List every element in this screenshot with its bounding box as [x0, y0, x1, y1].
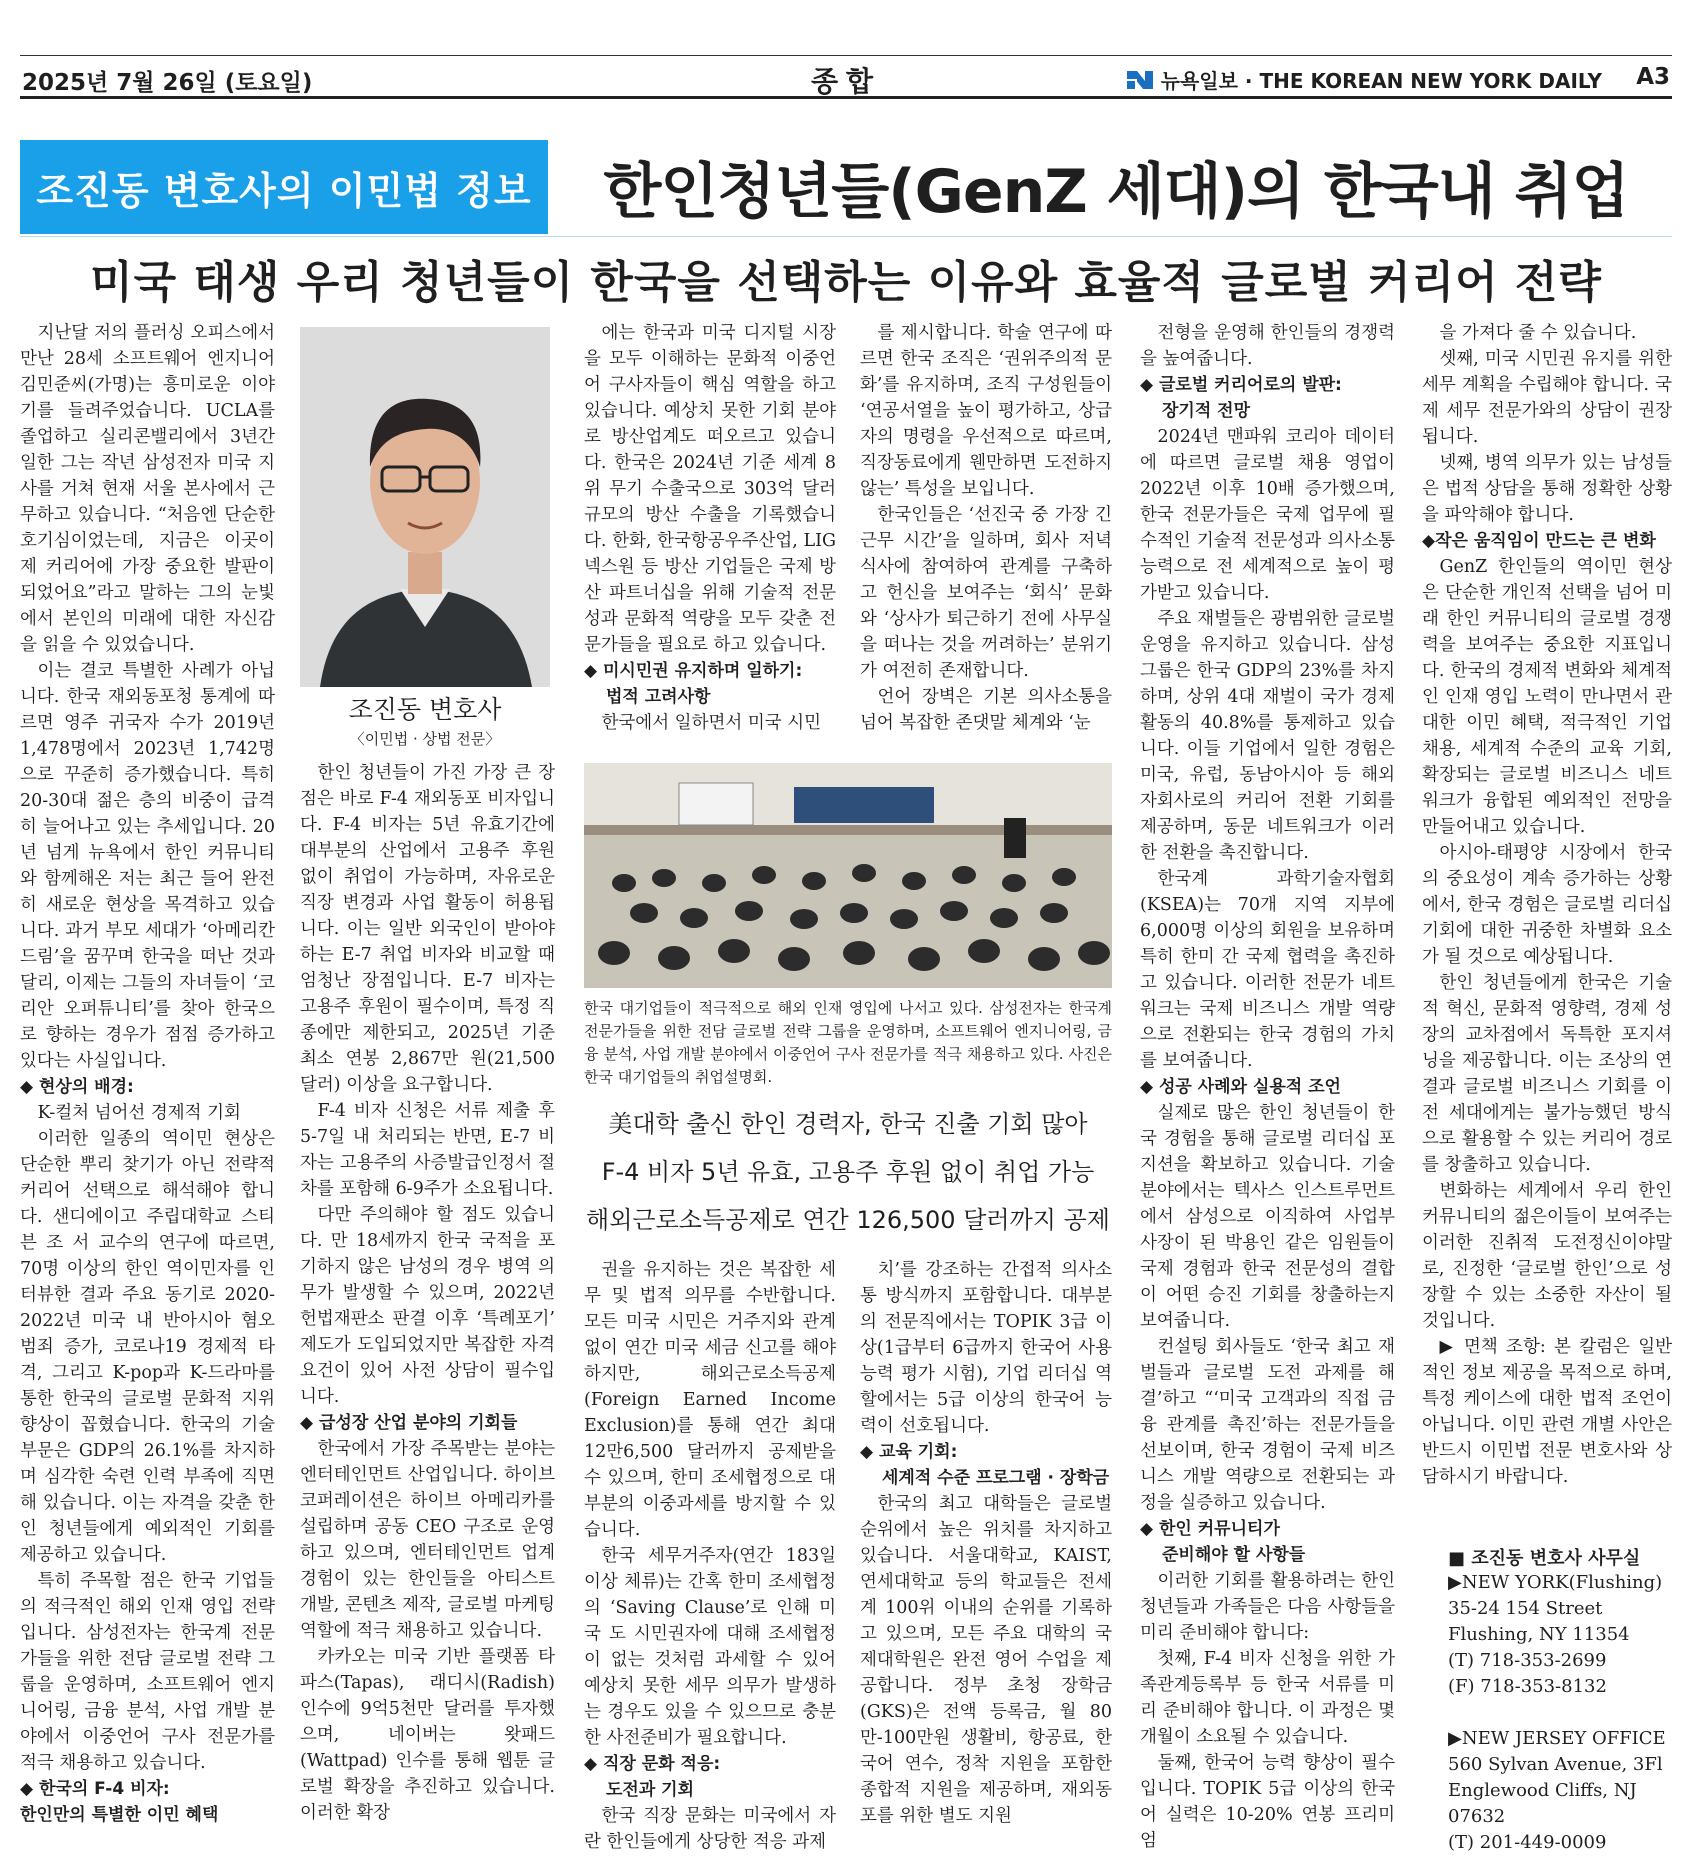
paragraph: 을 가져다 줄 수 있습니다. [1439, 323, 1637, 343]
ny-office-label: ▶NEW YORK(Flushing) [1448, 1572, 1663, 1593]
ny-fax: (F) 718-353-8132 [1448, 1676, 1607, 1697]
page-header [20, 55, 1672, 99]
paragraph: 셋째, 미국 시민권 유지를 위한 세무 계획을 수립해야 합니다. 국제 세무 전문가와의 상담이 권장됩니다. [1422, 349, 1672, 447]
author-portrait-image [300, 327, 550, 687]
paragraph: 이러한 일종의 역이민 현상은 단순한 뿌리 찾기가 아닌 전략적 커리어 선택으로 해석해야 합니다. 샌디에이고 주립대학교 스티븐 조 서 교수의 연구에 따르면, 70명 이상의 한인 역이민자를 인터뷰한 결과 주요 동기로 2020-2022년 미국 내 반아시아 혐오 범죄 증가, 코로나19 경제적 타격, 그리고 K-pop과 K-드라마를 통한 한국의 글로벌 문화적 지위 향상이 꼽혔습니다. 한국의 기술 부문은 GDP의 26.1%를 차지하며 심각한 숙련 인력 부족에 직면해 있습니다. 이는 자격을 갖춘 한인 청년들에게 예외적인 기회를 제공하고 있습니다. [20, 1129, 275, 1565]
article-column-3-bottom [584, 1257, 836, 1852]
ny-address-line-1: 35-24 154 Street [1448, 1598, 1603, 1619]
disclaimer: ▶ 면책 조항: 본 칼럼은 일반적인 정보 제공을 목적으로 하며, 특정 케이스에 대한 법적 조언이 아닙니다. 이민 관련 개별 사안은 반드시 이민법 전문 변호사와 상담하시기 바랍니다. [1422, 1337, 1672, 1487]
section-heading: ◆ 미시민권 유지하며 일하기: [584, 661, 803, 681]
section-heading: ◆ 급성장 산업 분야의 기회들 [300, 1413, 518, 1433]
paragraph: 한국의 최고 대학들은 글로벌 순위에서 높은 위치를 차지하고 있습니다. 서울대학교, KAIST, 연세대학교 등의 학교들은 전세계 100위 이내의 순위를 기록하고 있으며, 모든 주요 대학의 국제대학원은 완전 영어 수업을 제공합니다. 정부 초청 장학금(GKS)은 전액 등록금, 월 80만-100만원 생활비, 항공료, 한국어 연수, 정착 지원을 포함한 종합적 지원을 제공하며, 재외동포를 위한 별도 지원 [860, 1494, 1112, 1826]
pull-quote: 美대학 출신 한인 경력자, 한국 진출 기회 많아 [608, 1110, 1088, 1138]
pull-quotes [584, 1100, 1112, 1244]
section-subheading: K-컬처 넘어선 경제적 기회 [37, 1103, 241, 1123]
nj-address-line-2: Englewood Cliffs, NJ 07632 [1448, 1780, 1637, 1827]
section-heading: ◆ 한국의 F-4 비자: [20, 1779, 170, 1799]
author-name: 조진동 변호사 [348, 695, 502, 724]
newspaper-logo-icon [1125, 67, 1155, 93]
section-title: 종합 [810, 65, 882, 98]
photo-caption: 한국 대기업들이 적극적으로 해외 인재 영입에 나서고 있다. 삼성전자는 한국계 전문가들을 위한 전담 글로벌 전략 그룹을 운영하며, 소프트웨어 엔지니어링, 금융 분석, 사업 개발 분야에서 이중언어 구사 전문가를 적극 채용하고 있다. 사진은 한국 대기업들의 취업설명회. [584, 999, 1112, 1086]
article-column-4-top [860, 320, 1112, 754]
nj-phone: (T) 201-449-0009 [1448, 1832, 1607, 1853]
office-title: ■ 조진동 변호사 사무실 [1448, 1548, 1641, 1569]
headline: 한인청년들(GenZ 세대)의 한국내 취업 [603, 157, 1629, 227]
paragraph: 치’를 강조하는 간접적 의사소통 방식까지 포함합니다. 대부분의 전문직에서는 TOPIK 3급 이상(1급부터 6급까지 한국어 사용능력 평가 시험), 기업 리더십 역할에서는 5급 이상의 한국어 능력이 선호됩니다. [860, 1260, 1112, 1436]
section-heading: ◆작은 움직임이 만드는 큰 변화 [1422, 531, 1656, 551]
section-heading: ◆ 한인 커뮤니티가 [1140, 1519, 1280, 1539]
paragraph: GenZ 한인들의 역이민 현상은 단순한 개인적 선택을 넘어 미래 한인 커뮤니티의 글로벌 경쟁력을 보여주는 중요한 지표입니다. 한국의 경제적 변화와 체계적인 인재 영입 노력이 만나면서 관대한 이민 혜택, 적극적인 기업 채용, 세계적 수준의 교육 기회, 확장되는 글로벌 비즈니스 네트워크가 융합된 예외적인 전망을 만들어내고 있습니다. [1422, 557, 1672, 837]
section-subheading: 법적 고려사항 [606, 687, 711, 707]
article-column-1 [20, 320, 275, 1835]
paragraph: 실제로 많은 한인 청년들이 한국 경험을 통해 글로벌 리더십 포지션을 확보하고 있습니다. 기술 분야에서는 텍사스 인스트루먼트에서 삼성으로 이직하여 사업부 사장이 된 박용인 같은 임원들이 국제 경험과 한국 전문성의 결합이 어떤 승진 기회를 창출하는지 보여줍니다. [1140, 1103, 1395, 1331]
author-specialty: 〈이민법 · 상법 전문〉 [349, 730, 501, 748]
paragraph: 둘째, 한국어 능력 향상이 필수입니다. TOPIK 5급 이상의 한국어 실력은 10-20% 연봉 프리미엄 [1140, 1753, 1395, 1851]
paragraph: F-4 비자 신청은 서류 제출 후 5-7일 내 처리되는 반면, E-7 비자는 고용주의 사증발급인정서 절차를 포함해 6-9주가 소요됩니다. [300, 1101, 555, 1199]
event-photo [584, 763, 1112, 988]
nj-address-line-1: 560 Sylvan Avenue, 3Fl [1448, 1754, 1663, 1775]
paragraph: 첫째, F-4 비자 신청을 위한 가족관계등록부 등 한국 서류를 미리 준비해야 합니다. 이 과정은 몇 개월이 소요될 수 있습니다. [1140, 1649, 1395, 1747]
paragraph: 이는 결코 특별한 사례가 아닙니다. 한국 재외동포청 통계에 따르면 영주 귀국자 수가 2019년 1,478명에서 2023년 1,742명으로 꾸준히 증가했습니다. 특히 20-30대 젊은 층의 비중이 급격히 늘어나고 있는 추세입니다. 20년 넘게 뉴욕에서 한인 커뮤니티와 함께해온 저는 최근 들어 완전히 새로운 현상을 목격하고 있습니다. 과거 부모 세대가 ‘아메리칸 드림’을 꿈꾸며 한국을 떠난 것과 달리, 이제는 그들의 자녀들이 ‘코리안 오퍼튜니티’를 찾아 한국으로 향하는 경우가 점점 증가하고 있다는 사실입니다. [20, 661, 275, 1071]
issue-date: 2025년 7월 26일 (토요일) [22, 70, 313, 96]
article-column-3-top [584, 320, 836, 754]
section-subheading: 준비해야 할 사항들 [1162, 1545, 1306, 1565]
author-photo [300, 327, 550, 687]
paragraph: 넷째, 병역 의무가 있는 남성들은 법적 상담을 통해 정확한 상황을 파악해야 합니다. [1422, 453, 1672, 525]
article-column-6 [1422, 320, 1672, 1530]
subheadline: 미국 태생 우리 청년들이 한국을 선택하는 이유와 효율적 글로벌 커리어 전략 [90, 257, 1602, 308]
section-subheading: 도전과 기회 [606, 1780, 695, 1800]
paragraph: 권을 유지하는 것은 복잡한 세무 및 법적 의무를 수반합니다. 모든 미국 시민은 거주지와 관계없이 연간 미국 세금 신고를 해야 하지만, 해외근로소득공제(Foreign Earned Income Exclusion)를 통해 연간 최대 12만6,500 달러까지 공제받을 수 있으며, 한미 조세협정으로 대부분의 이중과세를 방지할 수 있습니다. [584, 1260, 836, 1540]
section-heading: ◆ 직장 문화 적응: [584, 1754, 721, 1774]
paragraph: 를 제시합니다. 학술 연구에 따르면 한국 조직은 ‘권위주의적 문화’를 유지하며, 조직 구성원들이 ‘연공서열을 높이 평가하고, 상급자의 명령을 우선적으로 따르며, 직장동료에게 웬만하면 도전하지 않는’ 특성을 보입니다. [860, 323, 1112, 499]
paragraph: 한국계 과학기술자협회(KSEA)는 70개 지역 지부에 6,000명 이상의 회원을 보유하며 특히 한미 간 국제 협력을 촉진하고 있습니다. 이러한 전문가 네트워크는 국제 비즈니스 개발 역량으로 전환되는 한국 경험의 가치를 보여줍니다. [1140, 869, 1395, 1071]
page-number: A3 [1636, 64, 1670, 90]
article-column-2 [300, 760, 555, 1835]
ny-phone: (T) 718-353-2699 [1448, 1650, 1607, 1671]
section-heading: ◆ 현상의 배경: [20, 1077, 134, 1097]
paragraph: 한인 청년들에게 한국은 기술적 혁신, 문화적 영향력, 경제 성장의 교차점에서 독특한 포지셔닝을 제공합니다. 이는 조상의 연결과 글로벌 비즈니스 기회를 이전 세대에게는 불가능했던 방식으로 활용할 수 있는 커리어 경로를 창출하고 있습니다. [1422, 973, 1672, 1175]
headline-divider [20, 236, 1672, 237]
paragraph: 카카오는 미국 기반 플랫폼 타파스(Tapas), 래디시(Radish) 인수에 9억5천만 달러를 투자했으며, 네이버는 왓패드(Wattpad) 인수를 통해 웹툰 글로벌 확장을 추진하고 있습니다. 이러한 확장 [300, 1647, 555, 1823]
paragraph: 특히 주목할 점은 한국 기업들의 적극적인 해외 인재 영입 전략입니다. 삼성전자는 한국계 전문가들을 위한 전담 글로벌 전략 그룹을 운영하며, 소프트웨어 엔지니어링, 금융 분석, 사업 개발 분야에서 이중언어 구사 전문가를 적극 채용하고 있습니다. [20, 1571, 275, 1773]
column-banner: 조진동 변호사의 이민법 정보 [20, 140, 548, 234]
job-fair-image [584, 763, 1112, 988]
paragraph: 전형을 운영해 한인들의 경쟁력을 높여줍니다. [1140, 323, 1395, 369]
paragraph: 아시아-태평양 시장에서 한국의 중요성이 계속 증가하는 상황에서, 한국 경험은 글로벌 리더십 기회에 대한 귀중한 차별화 요소가 될 것으로 예상됩니다. [1422, 843, 1672, 967]
section-subheading: 세계적 수준 프로그램 · 장학금 [882, 1468, 1110, 1488]
pull-quote: 해외근로소득공제로 연간 126,500 달러까지 공제 [586, 1206, 1110, 1234]
section-subheading: 한인만의 특별한 이민 혜택 [20, 1805, 219, 1825]
article-column-5 [1140, 320, 1395, 1851]
article-column-4-bottom [860, 1257, 1112, 1835]
paragraph: 다만 주의해야 할 점도 있습니다. 만 18세까지 한국 국적을 포기하지 않은 남성의 경우 병역 의무가 발생할 수 있으며, 2022년 헌법재판소 판결 이후 ‘특례포기’ 제도가 도입되었지만 복잡한 자격 요건이 있어 사전 상담이 필수입니다. [300, 1205, 555, 1407]
paragraph: 주요 재벌들은 광범위한 글로벌 운영을 유지하고 있습니다. 삼성 그룹은 한국 GDP의 23%를 차지하며, 상위 4대 재벌이 국가 경제 활동의 40.8%를 통제하고 있습니다. 이들 기업에서 일한 경험은 미국, 유럽, 동남아시아 등 해외 자회사로의 커리어 전환 기회를 제공하며, 동문 네트워크가 이러한 전환을 촉진합니다. [1140, 609, 1395, 863]
paragraph: 지난달 저의 플러싱 오피스에서 만난 28세 소프트웨어 엔지니어 김민준씨(가명)는 흥미로운 이야기를 들려주었습니다. UCLA를 졸업하고 실리콘밸리에서 3년간 일한 그는 작년 삼성전자 미국 지사를 거쳐 현재 서울 본사에서 근무하고 있습니다. “처음엔 단순한 호기심이었는데, 지금은 이곳이 제 커리어에 가장 중요한 발판이 되었어요”라고 말하는 그의 눈빛에서 본인의 미래에 대한 자신감을 읽을 수 있었습니다. [20, 323, 275, 655]
paragraph: 한인 청년들이 가진 가장 큰 장점은 바로 F-4 재외동포 비자입니다. F-4 비자는 5년 유효기간에 대부분의 산업에서 고용주 후원 없이 취업이 가능하며, 자유로운 직장 변경과 사업 활동이 허용됩니다. 이는 일반 외국인이 받아야 하는 E-7 취업 비자와 비교할 때 엄청난 장점입니다. E-7 비자는 고용주 후원이 필수이며, 특정 직종에만 제한되고, 2025년 기준 최소 연봉 2,867만 원(21,500 달러) 이상을 요구합니다. [300, 763, 555, 1095]
paragraph: 에는 한국과 미국 디지털 시장을 모두 이해하는 문화적 이중언어 구사자들이 핵심 역할을 하고 있습니다. 예상치 못한 기회 분야로 방산업계도 떠오르고 있습니다. 한국은 2024년 기준 세계 8위 무기 수출국으로 303억 달러 규모의 방산 수출을 기록했습니다. 한화, 한국항공우주산업, LIG넥스원 등 방산 기업들은 국제 방산 파트너십을 위해 기술적 전문성과 문화적 역량을 모두 갖춘 전문가들을 필요로 하고 있습니다. [584, 323, 836, 655]
ny-address-line-2: Flushing, NY 11354 [1448, 1624, 1630, 1645]
section-heading: ◆ 성공 사례와 실용적 조언 [1140, 1077, 1341, 1097]
paragraph: 언어 장벽은 기본 의사소통을 넘어 복잡한 존댓말 체계와 ‘눈 [860, 687, 1112, 733]
section-heading: ◆ 글로벌 커리어로의 발판: [1140, 375, 1342, 395]
section-heading: ◆ 교육 기회: [860, 1442, 958, 1462]
newspaper-name [1125, 65, 1602, 94]
paragraph: 한국 세무거주자(연간 183일 이상 체류)는 간혹 한미 조세협정의 ‘Saving Clause’로 인해 미국 도 시민권자에 대해 조세협정이 없는 것처럼 과세할 수 있어 예상치 못한 세무 의무가 발생하는 경우도 있을 수 있으므로 충분한 사전준비가 필요합니다. [584, 1546, 836, 1748]
paragraph: 한국인들은 ‘선진국 중 가장 긴 근무 시간’을 일하며, 회사 저녁 식사에 참여하여 관계를 구축하고 헌신을 보여주는 ‘회식’ 문화와 ‘상사가 퇴근하기 전에 사무실을 떠나는 것을 꺼려하는’ 분위기가 여전히 존재합니다. [860, 505, 1112, 681]
section-subheading: 장기적 전망 [1162, 401, 1251, 421]
paragraph: 한국 직장 문화는 미국에서 자란 한인들에게 상당한 적응 과제 [584, 1806, 836, 1852]
paragraph: 변화하는 세계에서 우리 한인 커뮤니티의 젊은이들이 보여주는 이러한 진취적 도전정신이야말로, 진정한 ‘글로벌 한인’으로 성장할 수 있는 소중한 자산이 될 것입니다. [1422, 1181, 1672, 1331]
paragraph: 컨설팅 회사들도 ‘한국 최고 재벌들과 글로벌 도전 과제를 해결’하고 “‘미국 고객과의 직접 금융 관계를 촉진’하는 전문가들을 선보이며, 한국 경험이 국제 비즈니스 개발 역량으로 전환되는 과정을 실증하고 있습니다. [1140, 1337, 1395, 1513]
paragraph: 2024년 맨파워 코리아 데이터에 따르면 글로벌 채용 영업이 2022년 이후 10배 증가했으며, 한국 전문가들은 국제 업무에 필수적인 기술적 전문성과 의사소통 능력으로 전 세계적으로 높이 평가받고 있습니다. [1140, 427, 1395, 603]
newspaper-name-text: 뉴욕일보 · THE KOREAN NEW YORK DAILY [1160, 69, 1602, 93]
paragraph: 한국에서 가장 주목받는 분야는 엔터테인먼트 산업입니다. 하이브 코퍼레이션은 하이브 아메리카를 설립하며 공동 CEO 구조로 운영하고 있으며, 엔터테인먼트 업계 경험이 있는 한인들을 아티스트 개발, 콘텐츠 제작, 글로벌 마케팅 역할에 적극 채용하고 있습니다. [300, 1439, 555, 1641]
office-info [1448, 1544, 1668, 1856]
nj-office-label: ▶NEW JERSEY OFFICE [1448, 1728, 1666, 1749]
paragraph: 이러한 기회를 활용하려는 한인 청년들과 가족들은 다음 사항들을 미리 준비해야 합니다: [1140, 1571, 1395, 1643]
pull-quote: F-4 비자 5년 유효, 고용주 후원 없이 취업 가능 [601, 1158, 1095, 1186]
paragraph: 한국에서 일하면서 미국 시민 [601, 713, 822, 733]
